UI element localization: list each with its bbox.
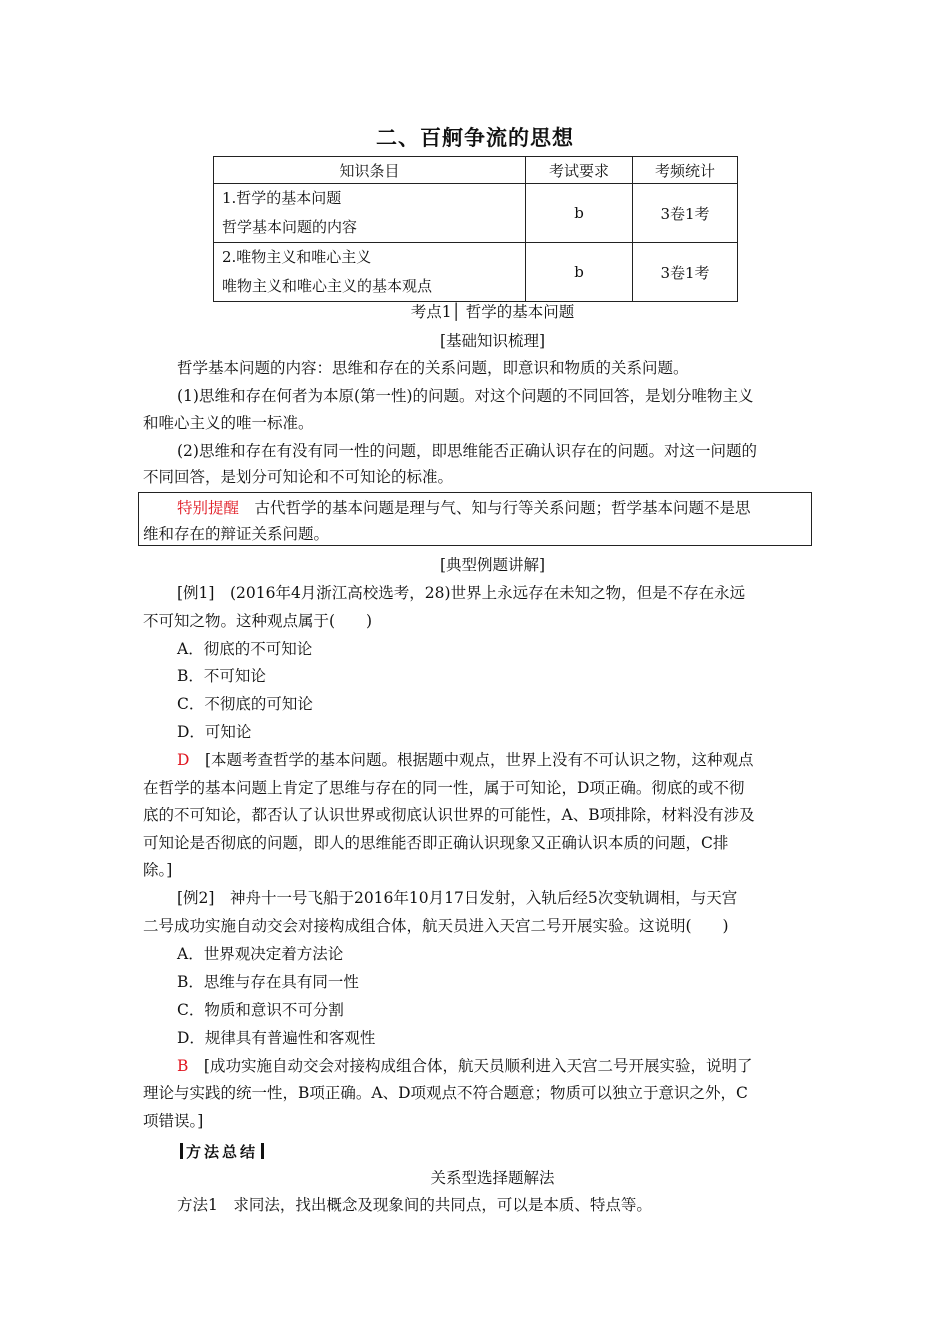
explanation xyxy=(177,748,754,770)
option: B．思维与存在具有同一性 xyxy=(177,973,359,991)
option: A．彻底的不可知论 xyxy=(177,640,313,658)
option: D．规律具有普遍性和客观性 xyxy=(177,1029,376,1047)
explanation xyxy=(177,1054,752,1076)
tip-text: 古代哲学的基本问题是理与气、知与行等关系问题；哲学基本问题不是思 xyxy=(254,499,751,517)
subsection-heading: [典型例题讲解] xyxy=(439,556,546,574)
table-header: 考试要求 xyxy=(526,157,633,184)
table-cell-freq: 3卷1考 xyxy=(633,184,738,243)
question: 不可知之物。这种观点属于( ) xyxy=(143,612,373,630)
subsection-heading: [基础知识梳理] xyxy=(439,332,546,350)
item-title: 2.唯物主义和唯心主义 xyxy=(222,248,372,266)
method-tag-text: 方法总结 xyxy=(186,1143,259,1161)
method-heading: 关系型选择题解法 xyxy=(430,1169,555,1187)
table-cell-freq: 3卷1考 xyxy=(633,243,738,302)
paragraph: (1)思维和存在何者为本原(第一性)的问题。对这个问题的不同回答，是划分唯物主义 xyxy=(177,387,754,405)
answer-letter: D xyxy=(177,751,190,769)
question: [例1] (2016年4月浙江高校选考，28)世界上永远存在未知之物，但是不存在永远 xyxy=(177,584,746,602)
option: C．物质和意识不可分割 xyxy=(177,1001,344,1019)
explanation: 在哲学的基本问题上肯定了思维与存在的同一性，属于可知论，D项正确。彻底的或不彻 xyxy=(143,779,745,797)
question: 二号成功实施自动交会对接构成组合体，航天员进入天宫二号开展实验。这说明( ) xyxy=(143,917,729,935)
table-cell-item xyxy=(214,243,526,302)
table-row xyxy=(214,243,738,302)
explanation: 理论与实践的统一性，B项正确。A、D项观点不符合题意；物质可以独立于意识之外，C xyxy=(143,1084,748,1102)
table-cell-item xyxy=(214,184,526,243)
answer-letter: B xyxy=(177,1057,189,1075)
paragraph: (2)思维和存在有没有同一性的问题，即思维能否正确认识存在的问题。对这一问题的 xyxy=(177,442,757,460)
tag-bar-left xyxy=(180,1143,183,1159)
explanation: 项错误。] xyxy=(143,1112,204,1130)
option: B．不可知论 xyxy=(177,667,266,685)
option: D．可知论 xyxy=(177,723,252,741)
tip-label: 特别提醒 xyxy=(177,499,240,517)
explanation-text: [本题考查哲学的基本问题。根据题中观点，世界上没有不可认识之物，这种观点 xyxy=(204,751,754,769)
table-cell-req: b xyxy=(526,184,633,243)
item-title: 1.哲学的基本问题 xyxy=(222,189,342,207)
table-row xyxy=(214,184,738,243)
explanation-text: [成功实施自动交会对接构成组合体，航天员顺利进入天宫二号开展实验，说明了 xyxy=(203,1057,753,1075)
method-summary-tag xyxy=(177,1141,267,1162)
table-header: 考频统计 xyxy=(633,157,738,184)
tip-line xyxy=(177,496,751,518)
paragraph: 和唯心主义的唯一标准。 xyxy=(143,414,314,432)
explanation: 除。] xyxy=(143,861,173,879)
section-heading: 考点1│ 哲学的基本问题 xyxy=(410,303,575,321)
table-cell-req: b xyxy=(526,243,633,302)
table-header-row xyxy=(214,157,738,184)
tag-bar-right xyxy=(261,1143,264,1159)
requirements-table xyxy=(213,156,738,302)
method-text: 方法1 求同法，找出概念及现象间的共同点，可以是本质、特点等。 xyxy=(177,1196,652,1214)
paragraph: 不同回答，是划分可知论和不可知论的标准。 xyxy=(143,468,454,486)
paragraph: 哲学基本问题的内容：思维和存在的关系问题，即意识和物质的关系问题。 xyxy=(177,359,689,377)
item-content: 唯物主义和唯心主义的基本观点 xyxy=(222,277,433,295)
option: A．世界观决定着方法论 xyxy=(177,945,344,963)
page-title: 二、百舸争流的思想 xyxy=(376,126,574,150)
table-header: 知识条目 xyxy=(214,157,526,184)
explanation: 可知论是否彻底的问题，即人的思维能否即正确认识现象又正确认识本质的问题，C排 xyxy=(143,834,729,852)
question: [例2] 神舟十一号飞船于2016年10月17日发射，入轨后经5次变轨调相，与天宫 xyxy=(177,889,738,907)
item-content: 哲学基本问题的内容 xyxy=(222,218,358,236)
explanation: 底的不可知论，都否认了认识世界或彻底认识世界的可能性，A、B项排除，材料没有涉及 xyxy=(143,806,755,824)
option: C．不彻底的可知论 xyxy=(177,695,313,713)
tip-line: 维和存在的辩证关系问题。 xyxy=(143,525,330,543)
